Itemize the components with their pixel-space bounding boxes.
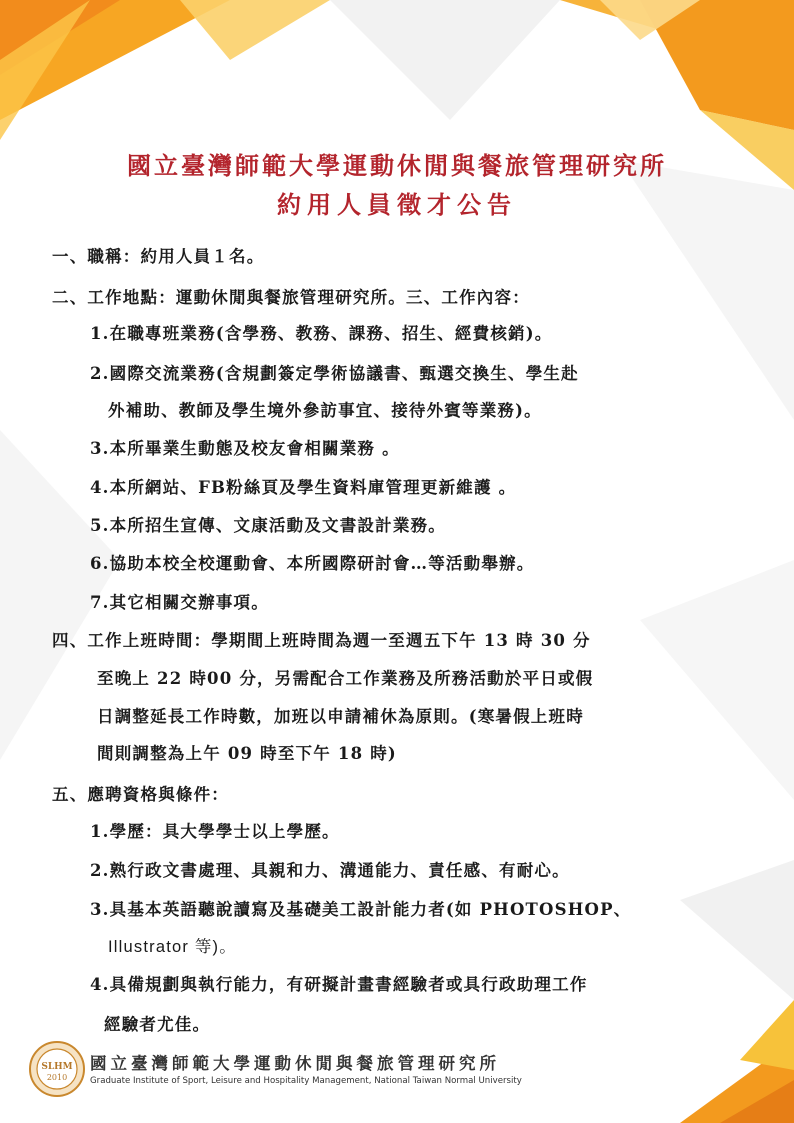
logo-year: 2010 [46,1073,68,1082]
duty-2: 2.國際交流業務(含規劃簽定學術協議書、甄選交換生、學生赴 [90,364,579,383]
duty-4: 4.本所網站、FB粉絲頁及學生資料庫管理更新維護 。 [90,478,517,497]
duty-2-cont: 外補助、教師及學生境外參訪事宜、接待外賓等業務)。 [108,401,542,420]
item-job-title: 一、職稱：約用人員１名。 [52,247,265,266]
qualification-2: 2.熟行政文書處理、具親和力、溝通能力、責任感、有耐心。 [90,861,570,880]
duty-1: 1.在職專班業務(含學務、教務、課務、招生、經費核銷)。 [90,324,553,343]
qualification-4-cont: 經驗者尤佳。 [104,1015,211,1034]
duty-7: 7.其它相關交辦事項。 [90,593,269,612]
qualification-3-cont: Illustrator 等)。 [108,938,237,956]
page-subtitle: 約用人員徵才公告 [277,190,517,219]
footer-institute-name: 國立臺灣師範大學運動休閒與餐旅管理研究所 [90,1054,500,1073]
footer-institute-name-en: Graduate Institute of Sport, Leisure and Hospitality Management, National Taiwan Normal University [90,1076,522,1086]
work-hours-cont-3: 間則調整為上午 09 時至下午 18 時) [97,744,397,763]
item-work-hours: 四、工作上班時間：學期間上班時間為週一至週五下午 13 時 30 分 [52,631,591,650]
work-hours-cont-2: 日調整延長工作時數，加班以申請補休為原則。(寒暑假上班時 [97,707,584,726]
qualification-4: 4.具備規劃與執行能力，有研擬計畫書經驗者或具行政助理工作 [90,975,588,994]
qualification-3: 3.具基本英語聽說讀寫及基礎美工設計能力者(如 PHOTOSHOP、 [90,900,632,919]
duty-5: 5.本所招生宣傳、文康活動及文書設計業務。 [90,516,446,535]
item-location: 二、工作地點：運動休閒與餐旅管理研究所。三、工作內容： [52,288,530,307]
item-qualifications: 五、應聘資格與條件： [52,785,229,804]
page-title: 國立臺灣師範大學運動休閒與餐旅管理研究所 [127,151,667,180]
institute-logo [29,1041,85,1097]
logo-text: SLHM [41,1062,73,1072]
work-hours-cont-1: 至晚上 22 時00 分，另需配合工作業務及所務活動於平日或假 [97,669,594,688]
duty-3: 3.本所畢業生動態及校友會相關業務 。 [90,439,400,458]
duty-6: 6.協助本校全校運動會、本所國際研討會…等活動舉辦。 [90,554,535,573]
qualification-1: 1.學歷：具大學學士以上學歷。 [90,822,340,841]
